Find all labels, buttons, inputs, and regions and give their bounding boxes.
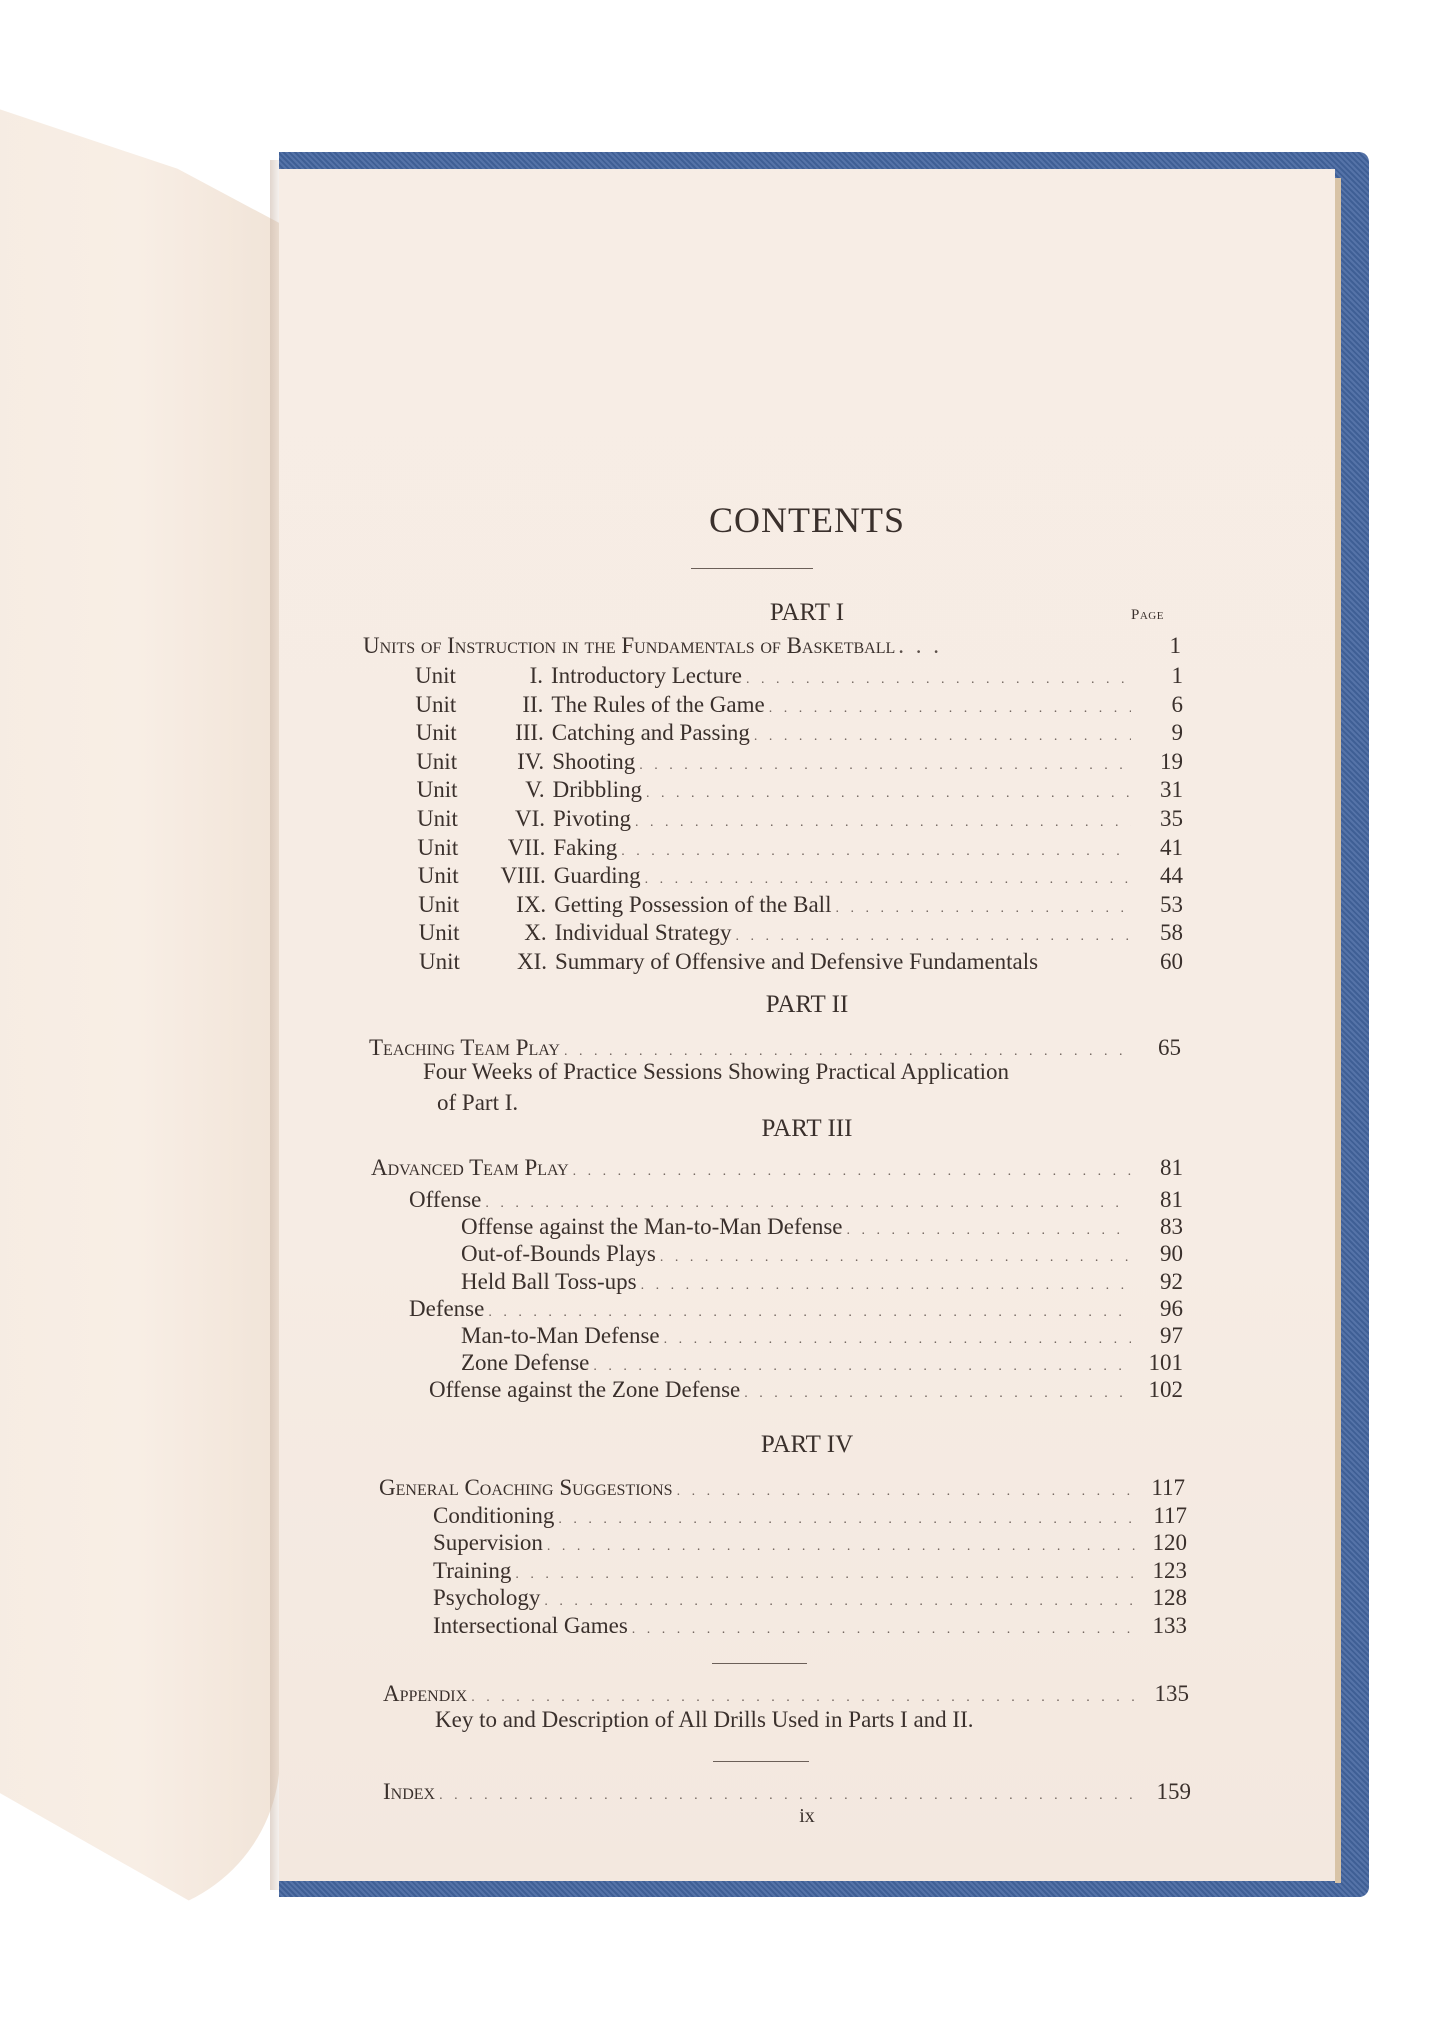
- entry-leader: [754, 729, 1131, 745]
- toc-entry-part3-section[interactable]: [371, 1155, 1183, 1181]
- unit-number: VII.: [507, 834, 546, 860]
- unit-label: Unit: [417, 806, 458, 831]
- left-blank-page: [0, 96, 280, 1916]
- entry-page: 81: [1160, 1155, 1183, 1180]
- part2-heading: PART II: [765, 991, 849, 1018]
- unit-number: I.: [529, 663, 543, 688]
- toc-entry-part4[interactable]: [433, 1558, 1187, 1584]
- entry-page: 128: [1152, 1585, 1187, 1611]
- entry-title: Offense: [409, 1187, 482, 1212]
- entry-title: Getting Possession of the Ball: [554, 891, 832, 917]
- entry-page: 83: [1160, 1214, 1183, 1240]
- entry-leader: [471, 1690, 1137, 1706]
- toc-entry-part4[interactable]: [433, 1503, 1187, 1529]
- entry-title: Individual Strategy: [554, 920, 732, 946]
- entry-leader: [646, 786, 1131, 802]
- entry-title: Units of Instruction in the Fundamentals of Basketball: [363, 633, 896, 658]
- toc-entry-unit[interactable]: [418, 892, 1183, 918]
- unit-number: VIII.: [500, 863, 546, 889]
- entry-title: Supervision: [433, 1530, 543, 1556]
- entry-page: 102: [1148, 1377, 1183, 1403]
- entry-leader: [835, 901, 1131, 917]
- toc-entry-part3[interactable]: [461, 1214, 1183, 1240]
- unit-number: XI.: [516, 949, 547, 974]
- entry-page: 123: [1152, 1557, 1187, 1583]
- unit-label: Unit: [419, 949, 460, 974]
- entry-leader: [664, 1332, 1131, 1348]
- part2-description-line1: Four Weeks of Practice Sessions Showing Practical Application: [423, 1059, 1010, 1084]
- entry-title: Guarding: [553, 863, 641, 889]
- unit-number: V.: [525, 777, 545, 803]
- part1-heading: PART I: [769, 599, 845, 626]
- toc-entry-part4-section[interactable]: [379, 1475, 1185, 1501]
- unit-label: Unit: [417, 863, 459, 889]
- entry-title: Introductory Lecture: [551, 663, 742, 688]
- unit-label: Unit: [416, 777, 458, 803]
- entry-title: Teaching Team Play: [369, 1035, 560, 1060]
- entry-title: Zone Defense: [461, 1350, 590, 1376]
- toc-entry-unit[interactable]: [415, 663, 1183, 689]
- toc-entry-unit[interactable]: [417, 806, 1183, 832]
- entry-page: 9: [1171, 720, 1183, 746]
- entry-title: Faking: [553, 834, 618, 860]
- toc-entry-part4[interactable]: [433, 1585, 1187, 1611]
- entry-title: Conditioning: [433, 1503, 555, 1528]
- entry-title: Held Ball Toss-ups: [461, 1268, 637, 1294]
- toc-entry-unit[interactable]: [416, 749, 1183, 775]
- entry-page: 58: [1159, 920, 1183, 946]
- entry-page: 90: [1160, 1241, 1183, 1267]
- toc-entry-part3[interactable]: [409, 1296, 1183, 1322]
- entry-title: Dribbling: [552, 777, 643, 803]
- entry-page: 101: [1148, 1350, 1183, 1376]
- entry-title: Offense against the Man-to-Man Defense: [461, 1214, 843, 1240]
- entry-leader: [847, 1223, 1132, 1239]
- part3-heading: PART III: [761, 1115, 853, 1142]
- entry-title: Summary of Offensive and Defensive Fundamentals: [555, 949, 1039, 974]
- entry-leader: [544, 1594, 1135, 1610]
- entry-title: Catching and Passing: [551, 720, 750, 746]
- toc-entry-unit[interactable]: [418, 863, 1183, 889]
- entry-leader: [736, 929, 1131, 945]
- entry-leader: [547, 1539, 1135, 1555]
- entry-page: 60: [1160, 949, 1183, 974]
- entry-leader: [639, 758, 1131, 774]
- index-rule: [713, 1761, 809, 1762]
- entry-title: Offense against the Zone Defense: [429, 1377, 741, 1403]
- contents-page: [279, 169, 1335, 1881]
- entry-leader: [645, 872, 1131, 888]
- entry-leader: [769, 701, 1131, 717]
- entry-page: 65: [1158, 1035, 1181, 1060]
- unit-label: Unit: [417, 834, 459, 860]
- appendix-description: Key to and Description of All Drills Used in Parts I and II.: [435, 1707, 974, 1732]
- entry-title: Intersectional Games: [433, 1612, 628, 1638]
- unit-label: Unit: [418, 891, 460, 917]
- entry-title: Out-of-Bounds Plays: [461, 1241, 656, 1267]
- entry-title: General Coaching Suggestions: [379, 1475, 673, 1500]
- entry-leader: [746, 672, 1131, 688]
- entry-title: The Rules of the Game: [551, 691, 765, 717]
- entry-page: 53: [1159, 891, 1183, 917]
- entry-leader: [488, 1305, 1131, 1321]
- toc-entry-appendix[interactable]: [383, 1681, 1189, 1707]
- entry-leader: [635, 815, 1131, 831]
- entry-leader: [632, 1622, 1135, 1638]
- toc-entry-unit[interactable]: [416, 720, 1183, 746]
- title-rule: [691, 568, 813, 569]
- entry-leader: [573, 1164, 1131, 1180]
- appendix-rule: [712, 1663, 807, 1664]
- entry-page: 133: [1152, 1612, 1187, 1638]
- entry-page: 44: [1159, 863, 1183, 889]
- page-folio: ix: [799, 1805, 815, 1827]
- unit-number: II.: [522, 691, 544, 717]
- toc-entry-part3[interactable]: [461, 1323, 1183, 1349]
- unit-label: Unit: [415, 691, 457, 717]
- entry-page: 120: [1152, 1530, 1187, 1556]
- toc-entry-part3[interactable]: [461, 1241, 1183, 1267]
- part4-heading: PART IV: [760, 1431, 854, 1458]
- entry-page: 1: [1171, 663, 1183, 688]
- entry-page: 96: [1160, 1295, 1183, 1321]
- entry-leader: [515, 1567, 1135, 1583]
- entry-title: Index: [383, 1779, 436, 1804]
- toc-entry-unit[interactable]: [415, 692, 1183, 718]
- entry-leader: [439, 1788, 1139, 1804]
- entry-leader: [641, 1278, 1131, 1294]
- unit-number: IV.: [517, 748, 545, 774]
- entry-leader: [744, 1386, 1131, 1402]
- unit-label: Unit: [415, 663, 456, 688]
- toc-entry-part4[interactable]: [433, 1530, 1187, 1556]
- entry-title: Appendix: [383, 1681, 468, 1706]
- entry-leader: [564, 1044, 1129, 1060]
- unit-number: IX.: [516, 891, 547, 917]
- toc-entry-unit[interactable]: [417, 835, 1183, 861]
- entry-page: 92: [1160, 1268, 1183, 1294]
- toc-entry-unit[interactable]: [419, 949, 1183, 975]
- entry-page: 117: [1151, 1475, 1185, 1500]
- toc-entry-part3[interactable]: [409, 1187, 1183, 1213]
- unit-label: Unit: [415, 720, 457, 746]
- toc-entry-index[interactable]: [383, 1779, 1191, 1805]
- toc-entry-part4[interactable]: [433, 1613, 1187, 1639]
- entry-title: Advanced Team Play: [371, 1155, 569, 1180]
- entry-leader: [677, 1484, 1133, 1500]
- page-column-label: Page: [1131, 607, 1164, 623]
- entry-page: 6: [1171, 691, 1183, 717]
- entry-page: 81: [1160, 1187, 1183, 1212]
- entry-leader: [593, 1359, 1131, 1375]
- toc-entry-part3[interactable]: [429, 1377, 1183, 1403]
- entry-leader: . . .: [898, 633, 943, 658]
- entry-title: Training: [433, 1557, 512, 1583]
- entry-page: 117: [1153, 1503, 1187, 1528]
- toc-entry-unit[interactable]: [417, 777, 1183, 803]
- entry-title: Pivoting: [553, 806, 631, 831]
- toc-entry-unit[interactable]: [419, 920, 1183, 946]
- part2-description-line2: of Part I.: [437, 1090, 519, 1115]
- unit-number: VI.: [514, 806, 545, 831]
- toc-entry-part3[interactable]: [461, 1269, 1183, 1295]
- page-title: CONTENTS: [709, 500, 905, 540]
- entry-page: 35: [1160, 806, 1183, 831]
- entry-page: 19: [1159, 748, 1183, 774]
- unit-number: X.: [524, 920, 547, 946]
- entry-leader: [660, 1250, 1131, 1266]
- entry-title: Man-to-Man Defense: [461, 1323, 660, 1348]
- toc-entry-part3[interactable]: [461, 1350, 1183, 1376]
- entry-page: 97: [1160, 1323, 1183, 1348]
- unit-label: Unit: [418, 920, 460, 946]
- entry-leader: [558, 1512, 1135, 1528]
- unit-label: Unit: [416, 748, 458, 774]
- entry-leader: [621, 844, 1131, 860]
- entry-title: Defense: [409, 1295, 485, 1321]
- page-fore-edge: [1335, 178, 1341, 1883]
- entry-title: Shooting: [552, 748, 636, 774]
- entry-page: 41: [1159, 834, 1183, 860]
- toc-entry-part1-section[interactable]: [363, 633, 1181, 659]
- toc-entry-part2-section[interactable]: [369, 1035, 1181, 1061]
- entry-page: 135: [1154, 1681, 1189, 1706]
- entry-page: 1: [1169, 633, 1181, 658]
- unit-number: III.: [515, 720, 544, 746]
- entry-page: 31: [1159, 777, 1183, 803]
- entry-title: Psychology: [433, 1585, 541, 1611]
- entry-page: 159: [1156, 1779, 1191, 1804]
- entry-leader: [485, 1196, 1131, 1212]
